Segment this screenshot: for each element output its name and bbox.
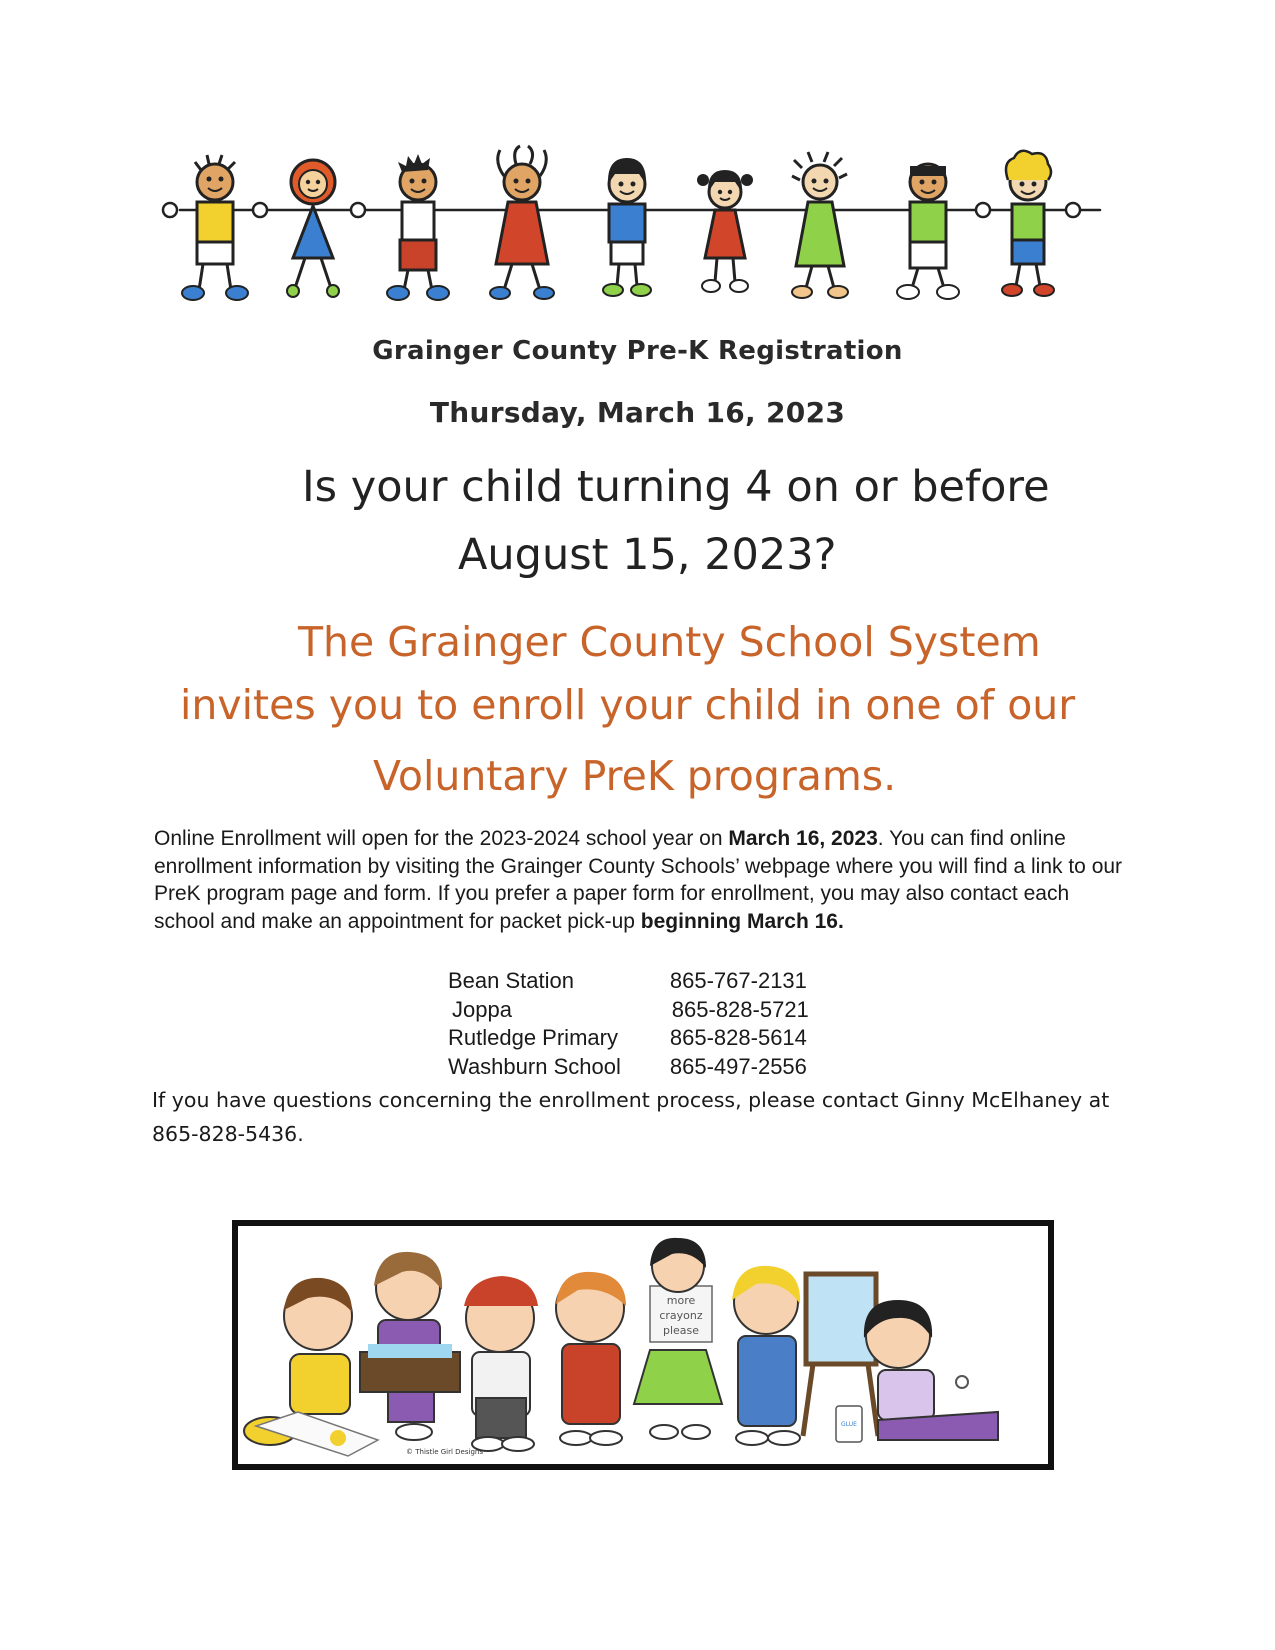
- sign-word-2: crayonz: [659, 1309, 703, 1322]
- stick-kids-icon: [160, 140, 1120, 320]
- kid-3: [387, 154, 449, 300]
- invite-line-2: invites you to enroll your child in one of our: [180, 681, 1076, 729]
- registration-date: Thursday, March 16, 2023: [429, 396, 846, 429]
- school-name: Rutledge Primary: [448, 1025, 618, 1050]
- invite-line-3: Voluntary PreK programs.: [373, 752, 897, 800]
- enrollment-paragraph: [154, 825, 1134, 935]
- kid-1: [163, 155, 267, 300]
- kids-art-illustration: [232, 1220, 1054, 1470]
- questions-contact-text: If you have questions concerning the enrollment process, please contact Ginny McElhaney at 865-828-5436.: [152, 1088, 1110, 1146]
- school-contacts: [448, 968, 868, 1082]
- kid-5: [603, 158, 651, 296]
- child-girl-purple: [360, 1252, 460, 1440]
- para-beginning-bold: beginning March 16.: [640, 909, 844, 933]
- children-crafting-icon: [238, 1226, 1048, 1464]
- school-name: Bean Station: [448, 968, 574, 993]
- kid-8: [897, 164, 959, 299]
- para-text-1: Online Enrollment will open for the 2023-2024 school year on: [154, 827, 729, 850]
- child-red-overalls: [556, 1272, 626, 1445]
- para-text-2: . You can find online enrollment information by visiting the Grainger County Schools’ webpage where you will find a link to our PreK program page and form. If you prefer a paper form for enrollment, you may also contact each school and make an appointment for packet pick-up: [154, 827, 1123, 933]
- kid-4: [490, 146, 554, 299]
- crayons-sign-icon: [650, 1286, 712, 1342]
- para-date-bold: March 16, 2023: [728, 827, 878, 850]
- sign-word-1: more: [666, 1294, 696, 1307]
- school-name: Washburn School: [448, 1053, 621, 1079]
- stick-kids-illustration: [160, 140, 1120, 320]
- kid-9: [976, 151, 1080, 296]
- contact-row: [448, 968, 868, 997]
- question-line-1: Is your child turning 4 on or before: [302, 462, 1050, 512]
- artist-credit: © Thistle Girl Designs: [406, 1448, 483, 1456]
- child-sitting-yellow: [244, 1278, 378, 1456]
- child-boy-bandana: [464, 1276, 538, 1451]
- contact-row: [448, 997, 868, 1026]
- invite-line-1: The Grainger County School System: [298, 618, 1041, 666]
- child-blonde-overalls: [732, 1266, 800, 1445]
- registration-title: Grainger County Pre-K Registration: [372, 336, 903, 366]
- kid-2: [287, 160, 365, 297]
- sign-word-3: please: [662, 1324, 700, 1337]
- question-line-2: August 15, 2023?: [458, 530, 837, 580]
- school-phone: 865-828-5614: [669, 1025, 807, 1050]
- glue-label: GLUE: [841, 1421, 857, 1428]
- contact-row: [448, 1054, 868, 1083]
- contact-row: [448, 1025, 868, 1054]
- school-phone: 865-767-2131: [669, 968, 807, 993]
- school-name: Joppa: [452, 996, 512, 1022]
- kid-7: [792, 152, 848, 298]
- kid-6: [697, 170, 753, 292]
- school-phone: 865-497-2556: [669, 1053, 807, 1079]
- school-phone: 865-828-5721: [671, 996, 809, 1022]
